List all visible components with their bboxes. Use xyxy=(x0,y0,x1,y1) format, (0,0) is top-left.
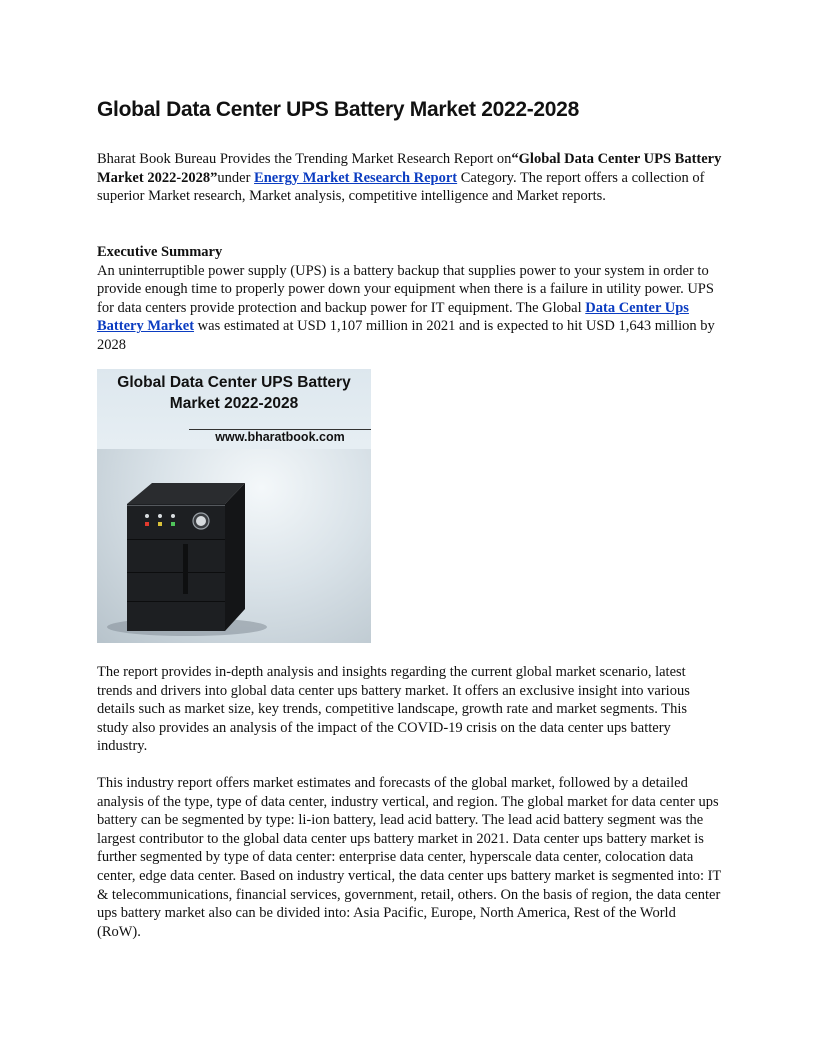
executive-summary-heading: Executive Summary xyxy=(97,244,223,260)
banner-title-line1: Global Data Center UPS Battery xyxy=(117,374,351,391)
ups-device-icon xyxy=(97,449,371,643)
energy-report-link[interactable]: Energy Market Research Report xyxy=(254,169,458,186)
report-name: “Global Data Center UPS Battery Market 2022-2028” xyxy=(97,151,722,186)
intro-after: Category. The report offers a collection of superior Market research, Market analysis, competitive intelligence and Market reports. xyxy=(97,169,705,205)
exec-text: An uninterruptible power supply (UPS) is a battery backup that supplies power to your system in order to provide enough time to properly power down your equipment when there is a failure in utility power. UPS for data centers provide protection and backup power for IT equipment. The Global xyxy=(97,262,714,316)
exec-after: was estimated at USD 1,107 million in 2021 and is expected to hit USD 1,643 million by 2028 xyxy=(97,318,715,353)
banner-title xyxy=(97,372,371,414)
segmentation-paragraph: This industry report offers market estimates and forecasts of the global market, followed by a detailed analysis of the type, type of data center, industry vertical, and region. The global market for data center ups battery can be segmented by type: li-ion battery, lead acid battery. The lead acid battery segment was the largest contributor to the global data center ups battery market in 2021. Data center ups battery market is further segmented by type of data center: enterprise data center, hyperscale data center, colocation data center, edge data center. Based on industry vertical, the data center ups battery market is segmented into: IT & telecommunications, financial services, government, retail, others. On the basis of region, the data center ups battery market also can be divided into: Asia Pacific, Europe, North America, Rest of the World (RoW). xyxy=(97,775,722,940)
ups-photo xyxy=(97,449,371,643)
page-title: Global Data Center UPS Battery Market 2022-2028 xyxy=(97,98,579,121)
analysis-paragraph: The report provides in-depth analysis and insights regarding the current global market scenario, latest trends and drivers into global data center ups battery market. It offers an exclusive insight into various details such as market size, key trends, competitive landscape, growth rate and market segments. This study also provides an analysis of the impact of the COVID-19 crisis on the data center ups battery industry. xyxy=(97,664,690,755)
ups-market-link[interactable]: Data Center Ups Battery Market xyxy=(97,299,689,335)
intro-text: Bharat Book Bureau Provides the Trending Market Research Report on xyxy=(97,151,512,167)
intro-paragraph xyxy=(97,150,722,206)
banner-title-line2: Market 2022-2028 xyxy=(169,395,299,412)
executive-summary xyxy=(97,243,722,355)
banner-url: www.bharatbook.com xyxy=(215,430,345,444)
report-banner-image xyxy=(97,369,371,643)
intro-under: under xyxy=(217,169,255,186)
